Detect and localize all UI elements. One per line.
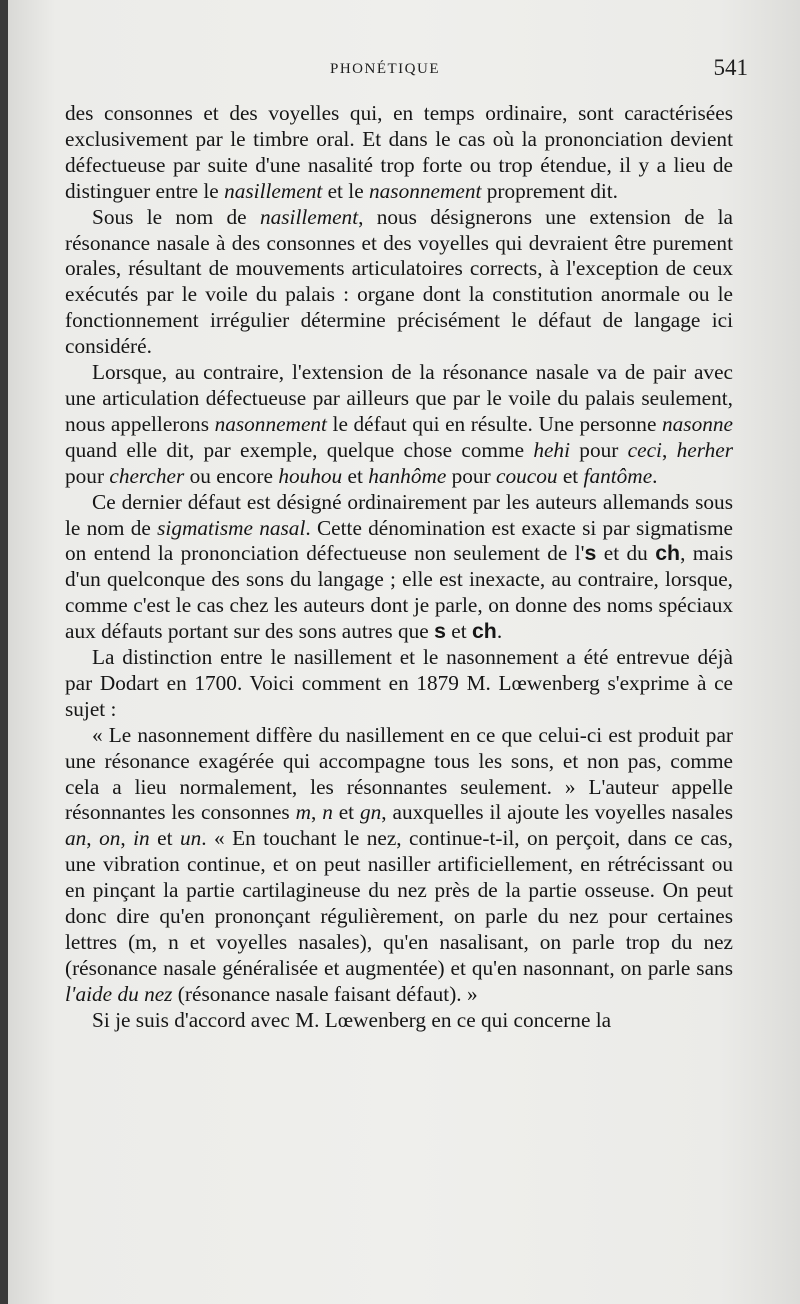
- italic-run: an: [65, 826, 87, 851]
- text-run: Si je suis d'accord avec M. Lœwenberg en ce qui concerne la: [92, 1007, 612, 1032]
- italic-run: nasonnement: [369, 178, 482, 203]
- paragraph: [65, 205, 733, 360]
- paragraph: [65, 360, 733, 490]
- text-run: La distinction entre le nasillement et le nasonnement a été entrevue déjà par Dodart en 1700. Voici comment en 1879 M. Lœwenberg s'exprime à ce sujet :: [65, 645, 733, 721]
- bold-letter-run: s: [584, 541, 597, 566]
- text-run: et: [445, 619, 472, 644]
- text-run: ,: [661, 437, 677, 462]
- text-run: quand elle dit, par exemple, quelque chose comme: [65, 437, 534, 462]
- italic-run: m: [295, 800, 311, 825]
- text-run: pour: [570, 437, 628, 462]
- paragraph: [65, 723, 733, 1008]
- text-run: ou encore: [184, 463, 279, 488]
- book-page: [8, 0, 800, 1304]
- body-text: [65, 101, 733, 1034]
- text-run: et du: [596, 541, 656, 566]
- text-run: Sous le nom de: [92, 204, 260, 229]
- text-run: , mais d'un quelconque des sons du langage ; elle est inexacte, au contraire, lorsque, comme c'est le cas chez les auteurs dont je parle, on donne des noms spéciaux aux défauts portant sur des sons autres que: [65, 541, 734, 644]
- italic-run: nasonnement: [214, 411, 327, 436]
- italic-run: fantôme: [583, 463, 653, 488]
- text-run: et: [557, 463, 584, 488]
- text-run: et: [149, 826, 180, 851]
- text-run: (résonance nasale faisant défaut). »: [172, 981, 478, 1006]
- text-run: et: [342, 463, 369, 488]
- text-run: Lorsque, au contraire, l'extension de la résonance nasale va de pair avec une articulation défectueuse par ailleurs que par le voile du palais seulement, nous appellerons: [65, 360, 733, 436]
- text-run: et: [332, 800, 360, 825]
- paragraph: [65, 645, 733, 723]
- paragraph: [65, 101, 733, 205]
- paragraph: [65, 1008, 733, 1034]
- text-run: , nous désignerons une extension de la résonance nasale à des consonnes et des voyelles qui devraient être purement orales, résultant de mouvements articulatoires corrects, à l'exception de ceux exécutés par le voile du palais : organe dont la constitution anormale ou le fonctionnement irrégulier détermine précisément le défaut de langage ici considéré.: [65, 204, 734, 359]
- text-run: ,: [86, 826, 100, 851]
- text-run: ,: [120, 826, 134, 851]
- text-run: proprement dit.: [481, 178, 619, 203]
- text-run: « Le nasonnement diffère du nasillement en ce que celui-ci est produit par une résonance exagérée qui accompagne tous les sons, et non pas, comme cela a lieu normalement, les résonnantes seulement. » L'auteur appelle résonnantes les consonnes: [65, 722, 733, 825]
- italic-run: coucou: [496, 463, 558, 488]
- bold-letter-run: ch: [471, 619, 497, 644]
- italic-run: nasillement: [259, 204, 359, 229]
- italic-run: n: [322, 800, 333, 825]
- italic-run: sigmatisme nasal: [157, 515, 306, 540]
- paragraph: [65, 490, 733, 645]
- italic-run: l'aide du nez: [65, 981, 173, 1006]
- text-run: le défaut qui en résulte. Une personne: [326, 411, 662, 436]
- italic-run: un: [179, 826, 202, 851]
- bold-letter-run: s: [434, 619, 446, 644]
- text-run: Ce dernier défaut est désigné ordinairement par les auteurs allemands sous le nom de: [65, 489, 733, 540]
- text-run: des consonnes et des voyelles qui, en temps ordinaire, sont caractérisées exclusivement par le timbre oral. Et dans le cas où la prononciation devient défectueuse par suite d'une nasalité trop forte ou trop étendue, il y a lieu de distinguer entre le: [65, 101, 733, 203]
- bold-letter-run: ch: [655, 541, 681, 566]
- italic-run: chercher: [109, 463, 185, 488]
- italic-run: in: [133, 826, 150, 851]
- italic-run: hehi: [533, 437, 570, 462]
- italic-run: on: [99, 826, 121, 851]
- italic-run: herher: [676, 437, 733, 462]
- text-run: pour: [65, 463, 110, 488]
- text-run: . Cette dénomination est exacte si par sigmatisme on entend la prononciation défectueuse non seulement de l': [65, 515, 734, 566]
- italic-run: houhou: [278, 463, 343, 488]
- italic-run: gn: [359, 800, 382, 825]
- italic-run: hanhôme: [368, 463, 447, 488]
- italic-run: nasonne: [662, 411, 733, 436]
- text-run: . « En touchant le nez, continue-t-il, on perçoit, dans ce cas, une vibration continue, et on peut nasiller artificiellement, en rétrécissant ou en pinçant la partie cartilagineuse du nez près de la partie osseuse. On peut donc dire qu'en prononçant régulièrement, on parle du nez pour certaines lettres (m, n et voyelles nasales), qu'en nasalisant, on parle trop du nez (résonance nasale généralisée et augmentée) et qu'en nasonnant, on parle sans: [65, 826, 733, 980]
- text-run: , auxquelles il ajoute les voyelles nasales: [381, 800, 733, 825]
- text-run: et le: [322, 178, 369, 203]
- text-run: .: [496, 619, 503, 644]
- text-run: .: [652, 463, 658, 488]
- italic-run: ceci: [627, 437, 662, 462]
- italic-run: nasillement: [224, 178, 323, 203]
- text-run: ,: [310, 800, 323, 825]
- page-number: 541: [713, 55, 748, 80]
- text-run: pour: [446, 463, 496, 488]
- running-head: PHONÉTIQUE: [330, 61, 440, 77]
- page-header: [8, 55, 800, 85]
